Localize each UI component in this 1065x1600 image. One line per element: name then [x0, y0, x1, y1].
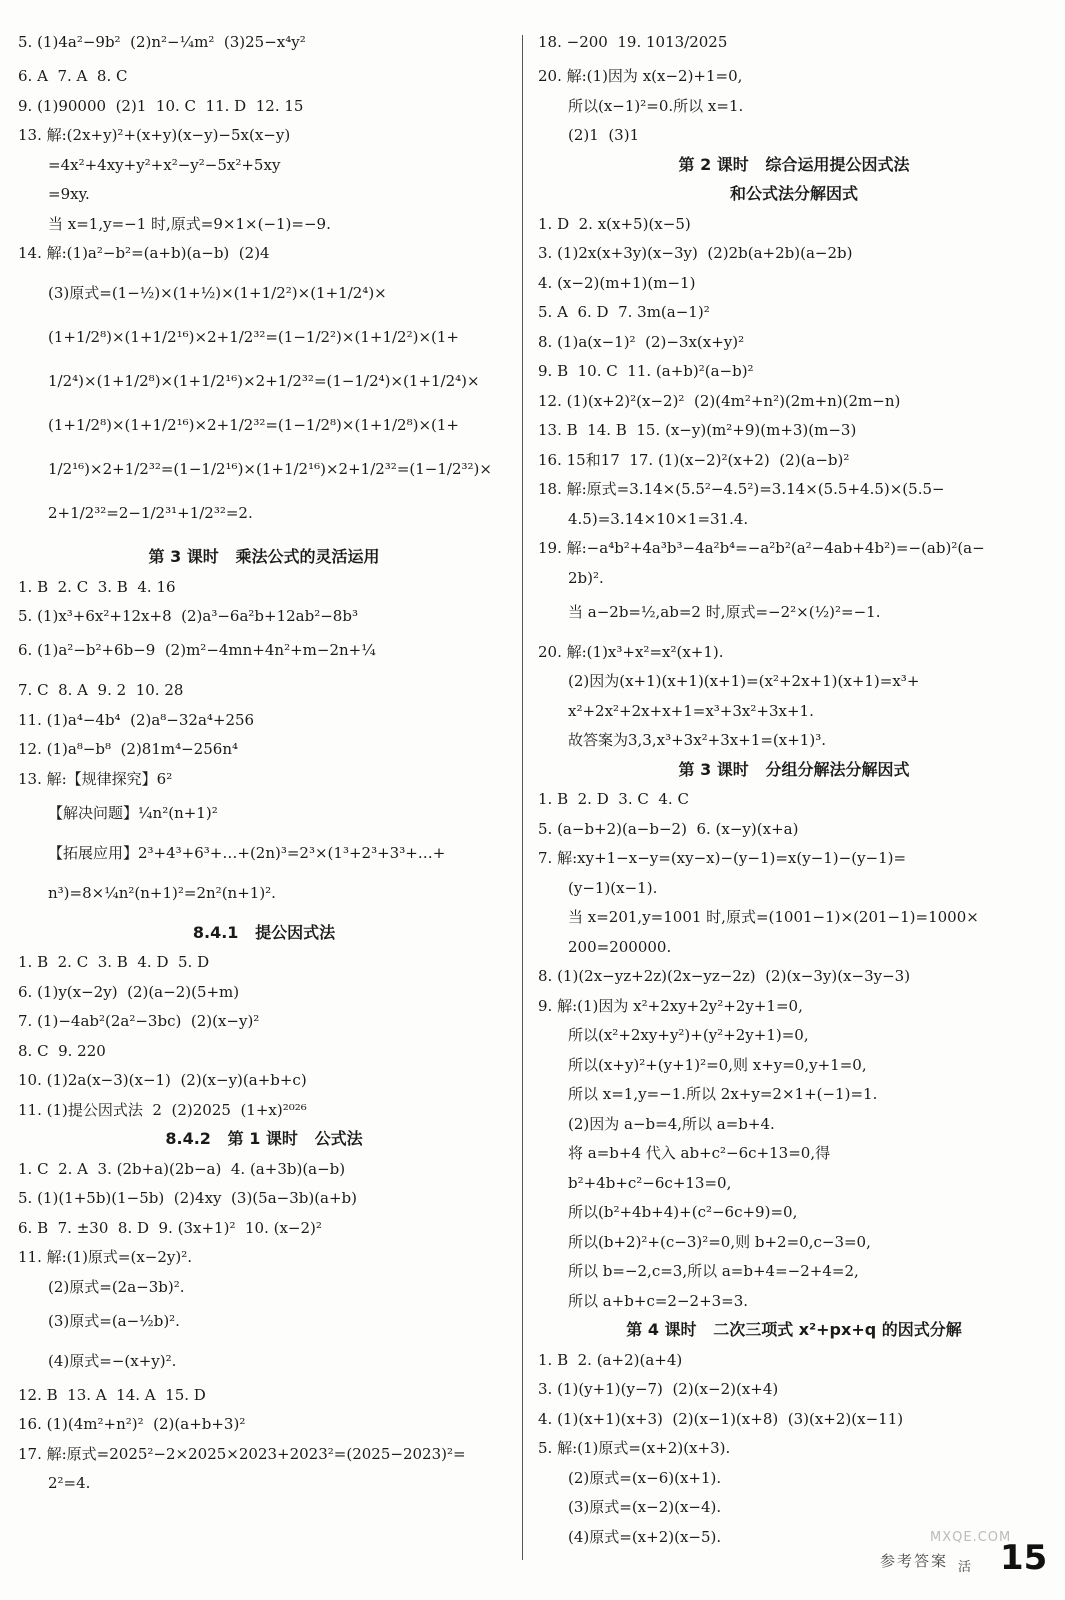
answer-line: 12. (1)(x+2)²(x−2)² (2)(4m²+n²)(2m+n)(2m−n): [538, 391, 901, 410]
footer-logo: 活: [958, 1560, 972, 1575]
answer-line: 3. (1)2x(x+3y)(x−3y) (2)2b(a+2b)(a−2b): [538, 244, 853, 262]
answer-line: 所以 x=1,y=−1.所以 2x+y=2×1+(−1)=1.: [568, 1085, 878, 1103]
answer-line: 4. (1)(x+1)(x+3) (2)(x−1)(x+8) (3)(x+2)(x−11): [538, 1409, 904, 1428]
answer-line: 13. B 14. B 15. (x−y)(m²+9)(m+3)(m−3): [538, 421, 857, 439]
answer-line: 16. (1)(4m²+n²)² (2)(a+b+3)²: [18, 1415, 246, 1433]
answer-line: (2)因为(x+1)(x+1)(x+1)=(x²+2x+1)(x+1)=x³+: [568, 672, 920, 690]
answer-line: 9. B 10. C 11. (a+b)²(a−b)²: [538, 362, 754, 380]
answer-line: 17. 解:原式=2025²−2×2025×2023+2023²=(2025−2023)²=: [18, 1444, 466, 1463]
answer-line: (3)原式=(1−½)×(1+½)×(1+1/2²)×(1+1/2⁴)×: [48, 284, 387, 302]
answer-line: (2)原式=(x−6)(x+1).: [568, 1468, 722, 1487]
answer-line: (4)原式=(x+2)(x−5).: [568, 1527, 722, 1546]
footer-reference-label: 参考答案: [880, 1552, 949, 1570]
section-title: 和公式法分解因式: [729, 184, 858, 203]
answer-line: 14. 解:(1)a²−b²=(a+b)(a−b) (2)4: [18, 244, 270, 262]
answer-line: 5. A 6. D 7. 3m(a−1)²: [538, 303, 710, 321]
answer-line: 当 x=201,y=1001 时,原式=(1001−1)×(201−1)=1000×: [568, 908, 979, 926]
answer-line: 13. 解:(2x+y)²+(x+y)(x−y)−5x(x−y): [18, 126, 291, 144]
answer-line: 1. B 2. (a+2)(a+4): [538, 1350, 683, 1369]
answer-line: 6. (1)a²−b²+6b−9 (2)m²−4mn+4n²+m−2n+¼: [18, 641, 376, 659]
page-footer: [880, 1540, 1050, 1580]
answer-line: 11. 解:(1)原式=(x−2y)².: [18, 1248, 193, 1266]
answer-line: (1+1/2⁸)×(1+1/2¹⁶)×2+1/2³²=(1−1/2²)×(1+1/2²)×(1+: [48, 328, 459, 346]
answer-line: 13. 解:【规律探究】6²: [18, 769, 173, 788]
answer-line: 7. C 8. A 9. 2 10. 28: [18, 681, 184, 699]
answer-line: =4x²+4xy+y²+x²−y²−5x²+5xy: [48, 155, 281, 174]
section-title: 第 3 课时 乘法公式的灵活运用: [148, 547, 380, 566]
answer-line: (3)原式=(a−½b)².: [48, 1311, 180, 1330]
answer-line: 1. B 2. C 3. B 4. D 5. D: [18, 953, 210, 971]
answer-line: 18. −200 19. 1013/2025: [538, 33, 728, 51]
answer-line: 11. (1)a⁴−4b⁴ (2)a⁸−32a⁴+256: [18, 710, 255, 729]
answer-line: (y−1)(x−1).: [568, 878, 658, 897]
answer-line: 5. (1)x³+6x²+12x+8 (2)a³−6a²b+12ab²−8b³: [18, 607, 358, 625]
answer-line: 8. (1)a(x−1)² (2)−3x(x+y)²: [538, 332, 745, 351]
answer-line: 1/2¹⁶)×2+1/2³²=(1−1/2¹⁶)×(1+1/2¹⁶)×2+1/2³²=(1−1/2³²)×: [48, 460, 492, 478]
answer-line: 9. 解:(1)因为 x²+2xy+2y²+2y+1=0,: [538, 996, 803, 1015]
answer-line: 故答案为3,3,x³+3x²+3x+1=(x+1)³.: [568, 731, 826, 749]
answer-line: 1. B 2. C 3. B 4. 16: [18, 577, 176, 596]
answer-line: (2)因为 a−b=4,所以 a=b+4.: [568, 1114, 775, 1133]
answer-line: 6. (1)y(x−2y) (2)(a−2)(5+m): [18, 982, 240, 1001]
answer-line: (3)原式=(x−2)(x−4).: [568, 1498, 722, 1516]
answer-line: 20. 解:(1)x³+x²=x²(x+1).: [538, 642, 724, 661]
right-column: [538, 32, 1050, 1556]
answer-line: 18. 解:原式=3.14×(5.5²−4.5²)=3.14×(5.5+4.5)×(5.5−: [538, 480, 945, 498]
answer-line: 200=200000.: [568, 937, 672, 956]
answer-line: 12. (1)a⁸−b⁸ (2)81m⁴−256n⁴: [18, 740, 238, 758]
answer-line: 所以(x−1)²=0.所以 x=1.: [568, 96, 744, 115]
answer-line: 16. 15和17 17. (1)(x−2)²(x+2) (2)(a−b)²: [538, 450, 850, 469]
section-title: 第 3 课时 分组分解法分解因式: [678, 759, 910, 779]
answer-line: 将 a=b+4 代入 ab+c²−6c+13=0,得: [568, 1144, 831, 1162]
answer-line: 所以(x²+2xy+y²)+(y²+2y+1)=0,: [568, 1026, 809, 1044]
answer-line: 4. (x−2)(m+1)(m−1): [538, 273, 696, 292]
answer-line: 5. (a−b+2)(a−b−2) 6. (x−y)(x+a): [538, 819, 799, 838]
left-column: [18, 32, 510, 1503]
answer-line: 当 x=1,y=−1 时,原式=9×1×(−1)=−9.: [48, 214, 331, 233]
answer-line: 1. B 2. D 3. C 4. C: [538, 790, 689, 808]
answer-line: 6. A 7. A 8. C: [18, 67, 128, 85]
answer-line: b²+4b+c²−6c+13=0,: [568, 1173, 732, 1192]
answer-line: 8. (1)(2x−yz+2z)(2x−yz−2z) (2)(x−3y)(x−3y−3): [538, 967, 911, 985]
answer-line: 2²=4.: [48, 1474, 91, 1492]
answer-line: 7. 解:xy+1−x−y=(xy−x)−(y−1)=x(y−1)−(y−1)=: [538, 849, 907, 867]
answer-line: 7. (1)−4ab²(2a²−3bc) (2)(x−y)²: [18, 1012, 260, 1030]
answer-line: 9. (1)90000 (2)1 10. C 11. D 12. 15: [18, 96, 304, 115]
answer-line: 所以(b²+4b+4)+(c²−6c+9)=0,: [568, 1203, 798, 1221]
answer-line: 当 a−2b=½,ab=2 时,原式=−2²×(½)²=−1.: [568, 602, 881, 621]
section-title: 8.4.1 提公因式法: [192, 922, 336, 942]
answer-line: 20. 解:(1)因为 x(x−2)+1=0,: [538, 67, 743, 85]
answer-line: (2)原式=(2a−3b)².: [48, 1277, 185, 1296]
answer-line: 2b)².: [568, 568, 604, 587]
answer-line: 所以(b+2)²+(c−3)²=0,则 b+2=0,c−3=0,: [568, 1232, 871, 1251]
answer-line: (4)原式=−(x+y)².: [48, 1351, 177, 1370]
answer-line: 所以 b=−2,c=3,所以 a=b+4=−2+4=2,: [568, 1262, 859, 1280]
page-number: 15: [1000, 1538, 1048, 1578]
section-title: 第 2 课时 综合运用提公因式法: [678, 154, 910, 174]
answer-line: 19. 解:−a⁴b²+4a³b³−4a²b⁴=−a²b²(a²−4ab+4b²)=−(ab)²(a−: [538, 539, 985, 557]
answer-line: 5. 解:(1)原式=(x+2)(x+3).: [538, 1439, 731, 1457]
watermark: MXQE.COM: [930, 1530, 1012, 1545]
answer-line: 8. C 9. 220: [18, 1041, 106, 1060]
section-title: 第 4 课时 二次三项式 x²+px+q 的因式分解: [626, 1320, 962, 1339]
answer-line: 5. (1)4a²−9b² (2)n²−¼m² (3)25−x⁴y²: [18, 33, 306, 51]
answer-line: 所以(x+y)²+(y+1)²=0,则 x+y=0,y+1=0,: [568, 1055, 867, 1074]
answer-line: 所以 a+b+c=2−2+3=3.: [568, 1291, 749, 1310]
answer-line: 4.5)=3.14×10×1=31.4.: [568, 509, 749, 528]
answer-line: 6. B 7. ±30 8. D 9. (3x+1)² 10. (x−2)²: [18, 1218, 322, 1237]
answer-line: 1. D 2. x(x+5)(x−5): [538, 214, 691, 233]
answer-line: 10. (1)2a(x−3)(x−1) (2)(x−y)(a+b+c): [18, 1071, 307, 1089]
answer-line: 3. (1)(y+1)(y−7) (2)(x−2)(x+4): [538, 1380, 779, 1398]
answer-line: (1+1/2⁸)×(1+1/2¹⁶)×2+1/2³²=(1−1/2⁸)×(1+1/2⁸)×(1+: [48, 416, 459, 434]
answer-line: 1. C 2. A 3. (2b+a)(2b−a) 4. (a+3b)(a−b): [18, 1159, 346, 1178]
answer-line: n³)=8×¼n²(n+1)²=2n²(n+1)².: [48, 883, 276, 902]
answer-line: 11. (1)提公因式法 2 (2)2025 (1+x)²⁰²⁶: [18, 1100, 307, 1119]
answer-line: 【拓展应用】2³+4³+6³+…+(2n)³=2³×(1³+2³+3³+…+: [48, 843, 446, 862]
answer-line: 【解决问题】¼n²(n+1)²: [48, 803, 218, 822]
answer-line: =9xy.: [48, 185, 90, 203]
answer-line: 2+1/2³²=2−1/2³¹+1/2³²=2.: [48, 504, 253, 522]
section-title: 8.4.2 第 1 课时 公式法: [165, 1129, 363, 1148]
answer-line: (2)1 (3)1: [568, 126, 640, 144]
answer-line: 1/2⁴)×(1+1/2⁸)×(1+1/2¹⁶)×2+1/2³²=(1−1/2⁴)×(1+1/2⁴)×: [48, 372, 480, 390]
answer-line: x²+2x²+2x+x+1=x³+3x²+3x+1.: [568, 701, 814, 720]
column-divider: [522, 35, 523, 1560]
answer-line: 12. B 13. A 14. A 15. D: [18, 1385, 206, 1404]
answer-line: 5. (1)(1+5b)(1−5b) (2)4xy (3)(5a−3b)(a+b): [18, 1189, 358, 1207]
